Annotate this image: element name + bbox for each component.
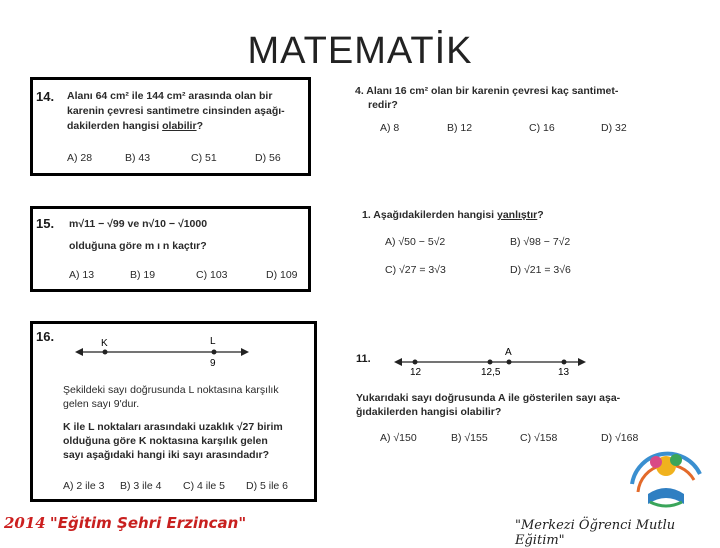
- answer-option[interactable]: B) 12: [447, 122, 473, 134]
- question-text-line: 1. Aşağıdakilerden hangisi yanlıştır?: [362, 209, 544, 221]
- question-15-box: [30, 206, 311, 292]
- answer-option[interactable]: C) 103: [196, 269, 228, 281]
- emphasis-text: olabilir: [162, 120, 197, 132]
- answer-option[interactable]: D) √21 = 3√6: [510, 264, 571, 276]
- answer-option[interactable]: C) √27 = 3√3: [385, 264, 446, 276]
- question-text-line: olduğuna göre K noktasına karşılık gelen: [63, 435, 268, 447]
- point-a-marker: [507, 360, 512, 365]
- question-text-line: redir?: [368, 99, 398, 111]
- question-text-line: Şekildeki sayı doğrusunda L noktasına karşılık: [63, 384, 279, 396]
- answer-option[interactable]: D) 32: [601, 122, 627, 134]
- answer-option[interactable]: D) √168: [601, 432, 639, 444]
- footer-year: 2014: [4, 514, 46, 532]
- question-number: 11.: [356, 353, 371, 365]
- answer-option[interactable]: A) √150: [380, 432, 417, 444]
- question-16-box: [30, 321, 317, 502]
- question-text-line: olduğuna göre m ı n kaçtır?: [69, 240, 207, 252]
- answer-option[interactable]: D) 109: [266, 269, 298, 281]
- question-number: 14.: [36, 89, 55, 104]
- answer-option[interactable]: D) 5 ile 6: [246, 480, 289, 492]
- footer-motto: "Merkezi Öğrenci Mutlu Eğitim": [515, 518, 676, 548]
- question-text-line: ğıdakilerden hangisi olabilir?: [356, 406, 502, 418]
- answer-option[interactable]: C) 16: [529, 122, 555, 134]
- question-text-line: Yukarıdaki sayı doğrusunda A ile gösterilen sayı aşa-: [356, 392, 621, 404]
- answer-option[interactable]: A) 8: [380, 122, 400, 134]
- tick-label: 12,5: [481, 367, 501, 378]
- answer-option[interactable]: C) 51: [191, 152, 217, 164]
- point-l-value: 9: [210, 358, 216, 369]
- question-text-line: karenin çevresi santimetre cinsinden aşağı-: [67, 105, 285, 117]
- tick-12-marker: [413, 360, 418, 365]
- question-text-line: K ile L noktaları arasındaki uzaklık √27 birim: [63, 421, 283, 433]
- tick-label: 13: [558, 367, 570, 378]
- answer-option[interactable]: B) √98 − 7√2: [510, 236, 571, 248]
- question-text-line: Alanı 64 cm² ile 144 cm² arasında olan bir: [67, 90, 273, 102]
- question-text-line: gelen sayı 9'dur.: [63, 398, 140, 410]
- point-l-marker: [212, 350, 217, 355]
- point-k-marker: [103, 350, 108, 355]
- footer-slogan-text: "Eğitim Şehri Erzincan": [49, 514, 247, 532]
- answer-option[interactable]: A) √50 − 5√2: [385, 236, 446, 248]
- answer-option[interactable]: B) 3 ile 4: [120, 480, 162, 492]
- page-title: MATEMATİK: [247, 30, 473, 72]
- point-k-label: K: [101, 338, 108, 349]
- tick-12-5-marker: [488, 360, 493, 365]
- answer-option[interactable]: A) 28: [67, 152, 93, 164]
- footer-slogan: [4, 514, 246, 532]
- answer-option[interactable]: D) 56: [255, 152, 281, 164]
- number-line: [73, 334, 273, 374]
- tick-label: 12: [410, 367, 422, 378]
- emphasis-text: yanlıştır: [497, 209, 538, 221]
- number-line: [392, 344, 592, 380]
- question-text-line: 4. Alanı 16 cm² olan bir karenin çevresi kaç santimet-: [355, 85, 619, 97]
- answer-option[interactable]: C) 4 ile 5: [183, 480, 226, 492]
- answer-option[interactable]: A) 13: [69, 269, 95, 281]
- question-number: 16.: [36, 329, 55, 344]
- point-l-label: L: [210, 336, 216, 347]
- school-logo-icon: [620, 432, 710, 522]
- answer-option[interactable]: B) √155: [451, 432, 488, 444]
- answer-option[interactable]: B) 43: [125, 152, 151, 164]
- tick-13-marker: [562, 360, 567, 365]
- question-text-line: sayı aşağıdaki hangi iki sayı arasındadır?: [63, 449, 270, 461]
- point-a-label: A: [505, 347, 512, 358]
- question-14-box: [30, 77, 311, 176]
- question-text-line: m√11 − √99 ve n√10 − √1000: [69, 218, 208, 230]
- answer-option[interactable]: C) √158: [520, 432, 558, 444]
- question-number: 15.: [36, 216, 55, 231]
- answer-option[interactable]: B) 19: [130, 269, 156, 281]
- question-text-line: dakilerden hangisi olabilir?: [67, 120, 203, 132]
- answer-option[interactable]: A) 2 ile 3: [63, 480, 105, 492]
